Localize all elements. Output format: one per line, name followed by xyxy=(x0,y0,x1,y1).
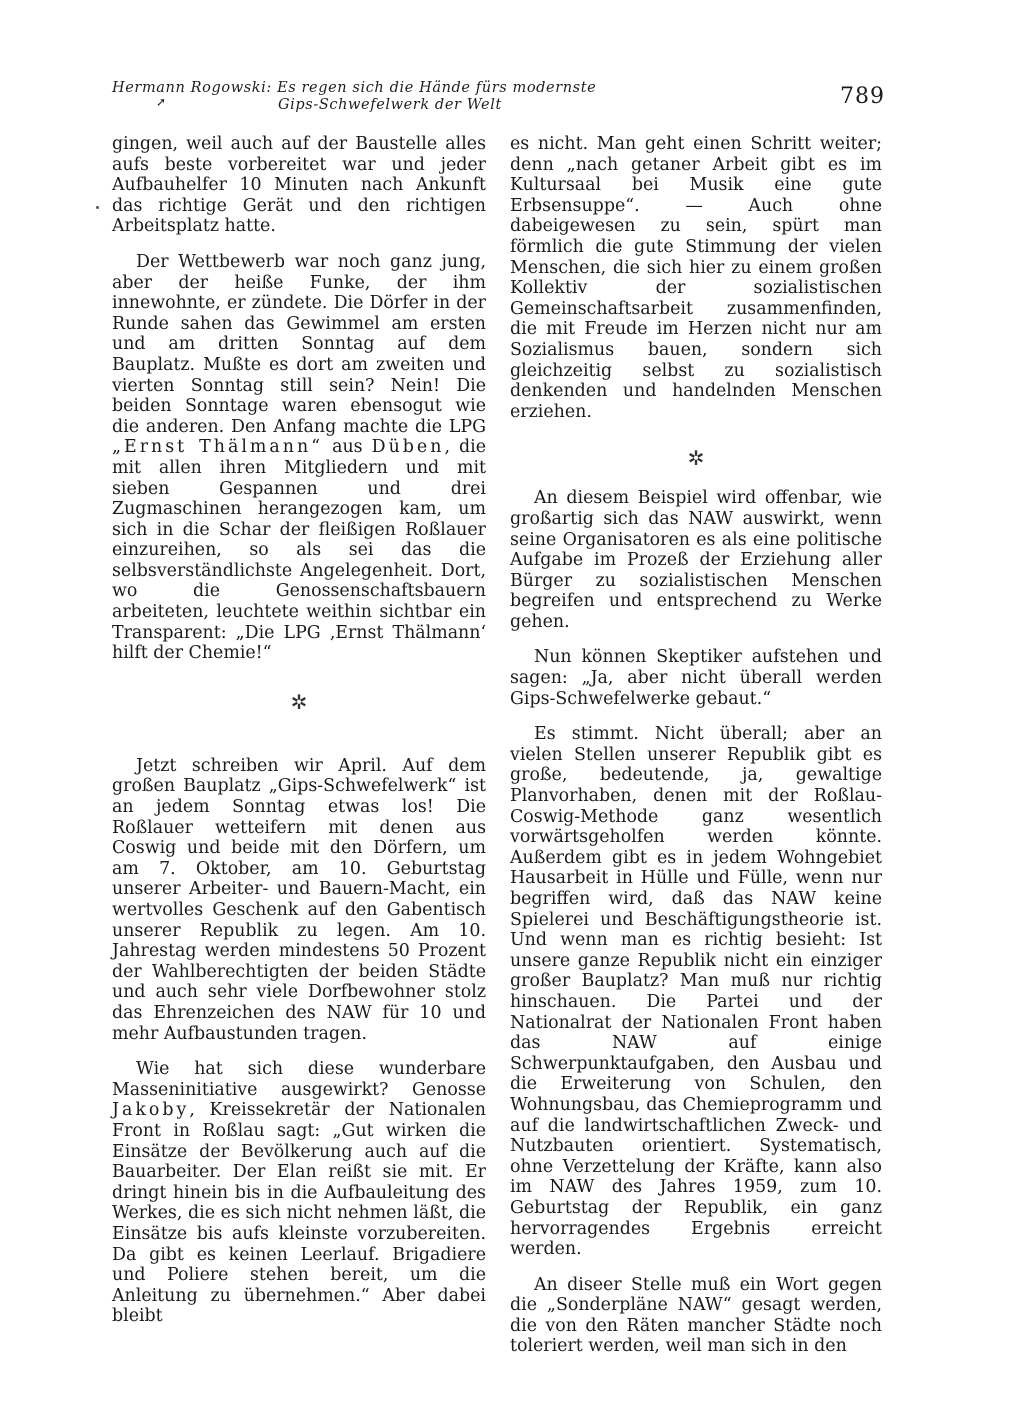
section-divider-star-icon: ✲ xyxy=(687,446,705,471)
left-paragraph-3: Jetzt schreiben wir April. Auf dem großen Bauplatz „Gips-Schwefelwerk“ ist an jedem Sonntag etwas los! Die Roßlauer wetteifern mit denen aus Coswig und beide mit den Dörfern, um am 7. Oktober, am 10. Geburtstag unserer Arbeiter- und Bauern-Macht, ein wertvolles Geschenk auf den Gabentisch unserer Republik zu legen. Am 10. Jahrestag werden mindestens 50 Prozent der Wahlberechtigten der beiden Städte und auch sehr viele Dorfbewohner stolz das Ehrenzeichen des NAW für 10 und mehr Aufbaustunden tragen. xyxy=(112,755,486,1044)
right-paragraph-1: es nicht. Man geht einen Schritt weiter; denn „nach getaner Arbeit gibt es im Kultursaal bei Musik eine gute Erbsensuppe“. — Auch ohne dabeigewesen zu sein, spürt man förmlich die gute Stimmung der vielen Menschen, die sich hier zu einem großen Kollektiv der sozialistischen Gemeinschaftsarbeit zusammenfinden, die mit Freude im Herzen nicht nur am Sozialismus bauen, sondern sich gleichzeitig selbst zu sozialistisch denkenden und handelnden Menschen erziehen. xyxy=(510,134,882,422)
right-paragraph-4: Es stimmt. Nicht überall; aber an vielen Stellen unserer Republik gibt es große, bedeutende, ja, gewaltige Planvorhaben, denen mit der Roßlau-Coswig-Methode ganz wesentlich vorwärtsgeholfen werden könnte. Außerdem gibt es in jedem Wohngebiet Hausarbeit in Hülle und Fülle, wenn nur begriffen wird, daß das NAW keine Spielerei und Beschäftigungstheorie ist. Und wenn man es richtig besieht: Ist unsere ganze Republik nicht ein einziger großer Bauplatz? Man muß nur richtig hinschauen. Die Partei und der Nationalrat der Nationalen Front haben das NAW auf einige Schwerpunktaufgaben, den Ausbau und die Erweiterung von Schulen, den Wohnungsbau, das Chemieprogramm und auf die landwirtschaftlichen Zweck- und Nutzbauten orientiert. Systematisch, ohne Verzettelung der Kräfte, kann also im NAW des Jahres 1959, zum 10. Geburtstag der Republik, ein ganz hervorragendes Ergebnis erreicht werden. xyxy=(510,724,882,1260)
left-paragraph-2 xyxy=(112,252,486,664)
place-name: Düben xyxy=(371,437,445,458)
running-head xyxy=(112,80,632,114)
running-head-line-2: Gips-Schwefelwerk der Welt xyxy=(278,97,502,113)
right-paragraph-5: An diseer Stelle muß ein Wort gegen die „Sonderpläne NAW“ gesagt werden, die von den Räten mancher Städte noch toleriert werden, weil man sich in den xyxy=(510,1274,882,1357)
printers-mark-icon: ➚ xyxy=(156,95,167,109)
left-paragraph-4-text-b: , Kreissekretär der Nationalen Front in Roßlau sagt: „Gut wirken die Einsätze der Bevölkerung auch auf die Bauarbeiter. Der Elan reißt sie mit. Er dringt hinein bis in die Aufbauleitung des Werkes, die es sich nicht nehmen läßt, die Einsätze bis aufs kleinste vorzubereiten. Da gibt es keinen Leerlauf. Brigadiere und Poliere stehen bereit, um die Anleitung zu übernehmen.“ Aber dabei bleibt xyxy=(112,1100,486,1327)
left-paragraph-4 xyxy=(112,1059,486,1327)
running-head-line-1: Hermann Rogowski: Es regen sich die Hände fürs modernste xyxy=(112,80,597,96)
page-number: 789 xyxy=(840,84,885,109)
left-paragraph-1: gingen, weil auch auf der Baustelle alles aufs beste vorbereitet war und jeder Aufbauhelfer 10 Minuten nach Ankunft das richtige Gerät und den richtigen Arbeitsplatz hatte. xyxy=(112,134,486,237)
left-paragraph-4-text-a: Wie hat sich diese wunderbare Masseninitiative ausgewirkt? Genosse xyxy=(112,1059,486,1100)
paper-speck xyxy=(96,206,99,209)
left-paragraph-2-text-b: aus xyxy=(323,437,372,458)
section-divider-star-icon: ✲ xyxy=(290,689,308,714)
right-paragraph-3: Nun können Skeptiker aufstehen und sagen: „Ja, aber nicht überall werden Gips-Schwefelwerke gebaut.“ xyxy=(510,647,882,709)
right-paragraph-2: An diesem Beispiel wird offenbar, wie großartig sich das NAW auswirkt, wenn seine Organisatoren es als eine politische Aufgabe im Prozeß der Erziehung aller Bürger zu sozialistischen Menschen begreifen und entsprechend zu Werke gehen. xyxy=(510,488,882,632)
lpg-name: „Ernst Thälmann“ xyxy=(112,437,324,458)
left-column xyxy=(112,134,486,1327)
right-column xyxy=(510,134,882,1357)
person-name: Jakoby xyxy=(112,1100,190,1121)
left-paragraph-2-text-a: Der Wettbewerb war noch ganz jung, aber der heiße Funke, der ihm innewohnte, er zündete. Die Dörfer in der Runde sahen das Gewimmel am ersten und am dritten Sonntag auf dem Bauplatz. Mußte es dort am zweiten und vierten Sonntag still sein? Nein! Die beiden Sonntage waren ebensogut wie die anderen. Den Anfang machte die LPG xyxy=(112,251,486,437)
left-paragraph-2-text-c: , die mit allen ihren Mitgliedern und mit sieben Gespannen und drei Zugmaschinen herangezogen kam, um sich in die Schar der fleißigen Roßlauer einzureihen, so als sei das die selbsverständlichste Angelegenheit. Dort, wo die Genossenschaftsbauern arbeiteten, leuchtete weithin sichtbar ein Transparent: „Die LPG ‚Ernst Thälmann‘ hilft der Chemie!“ xyxy=(112,437,486,664)
